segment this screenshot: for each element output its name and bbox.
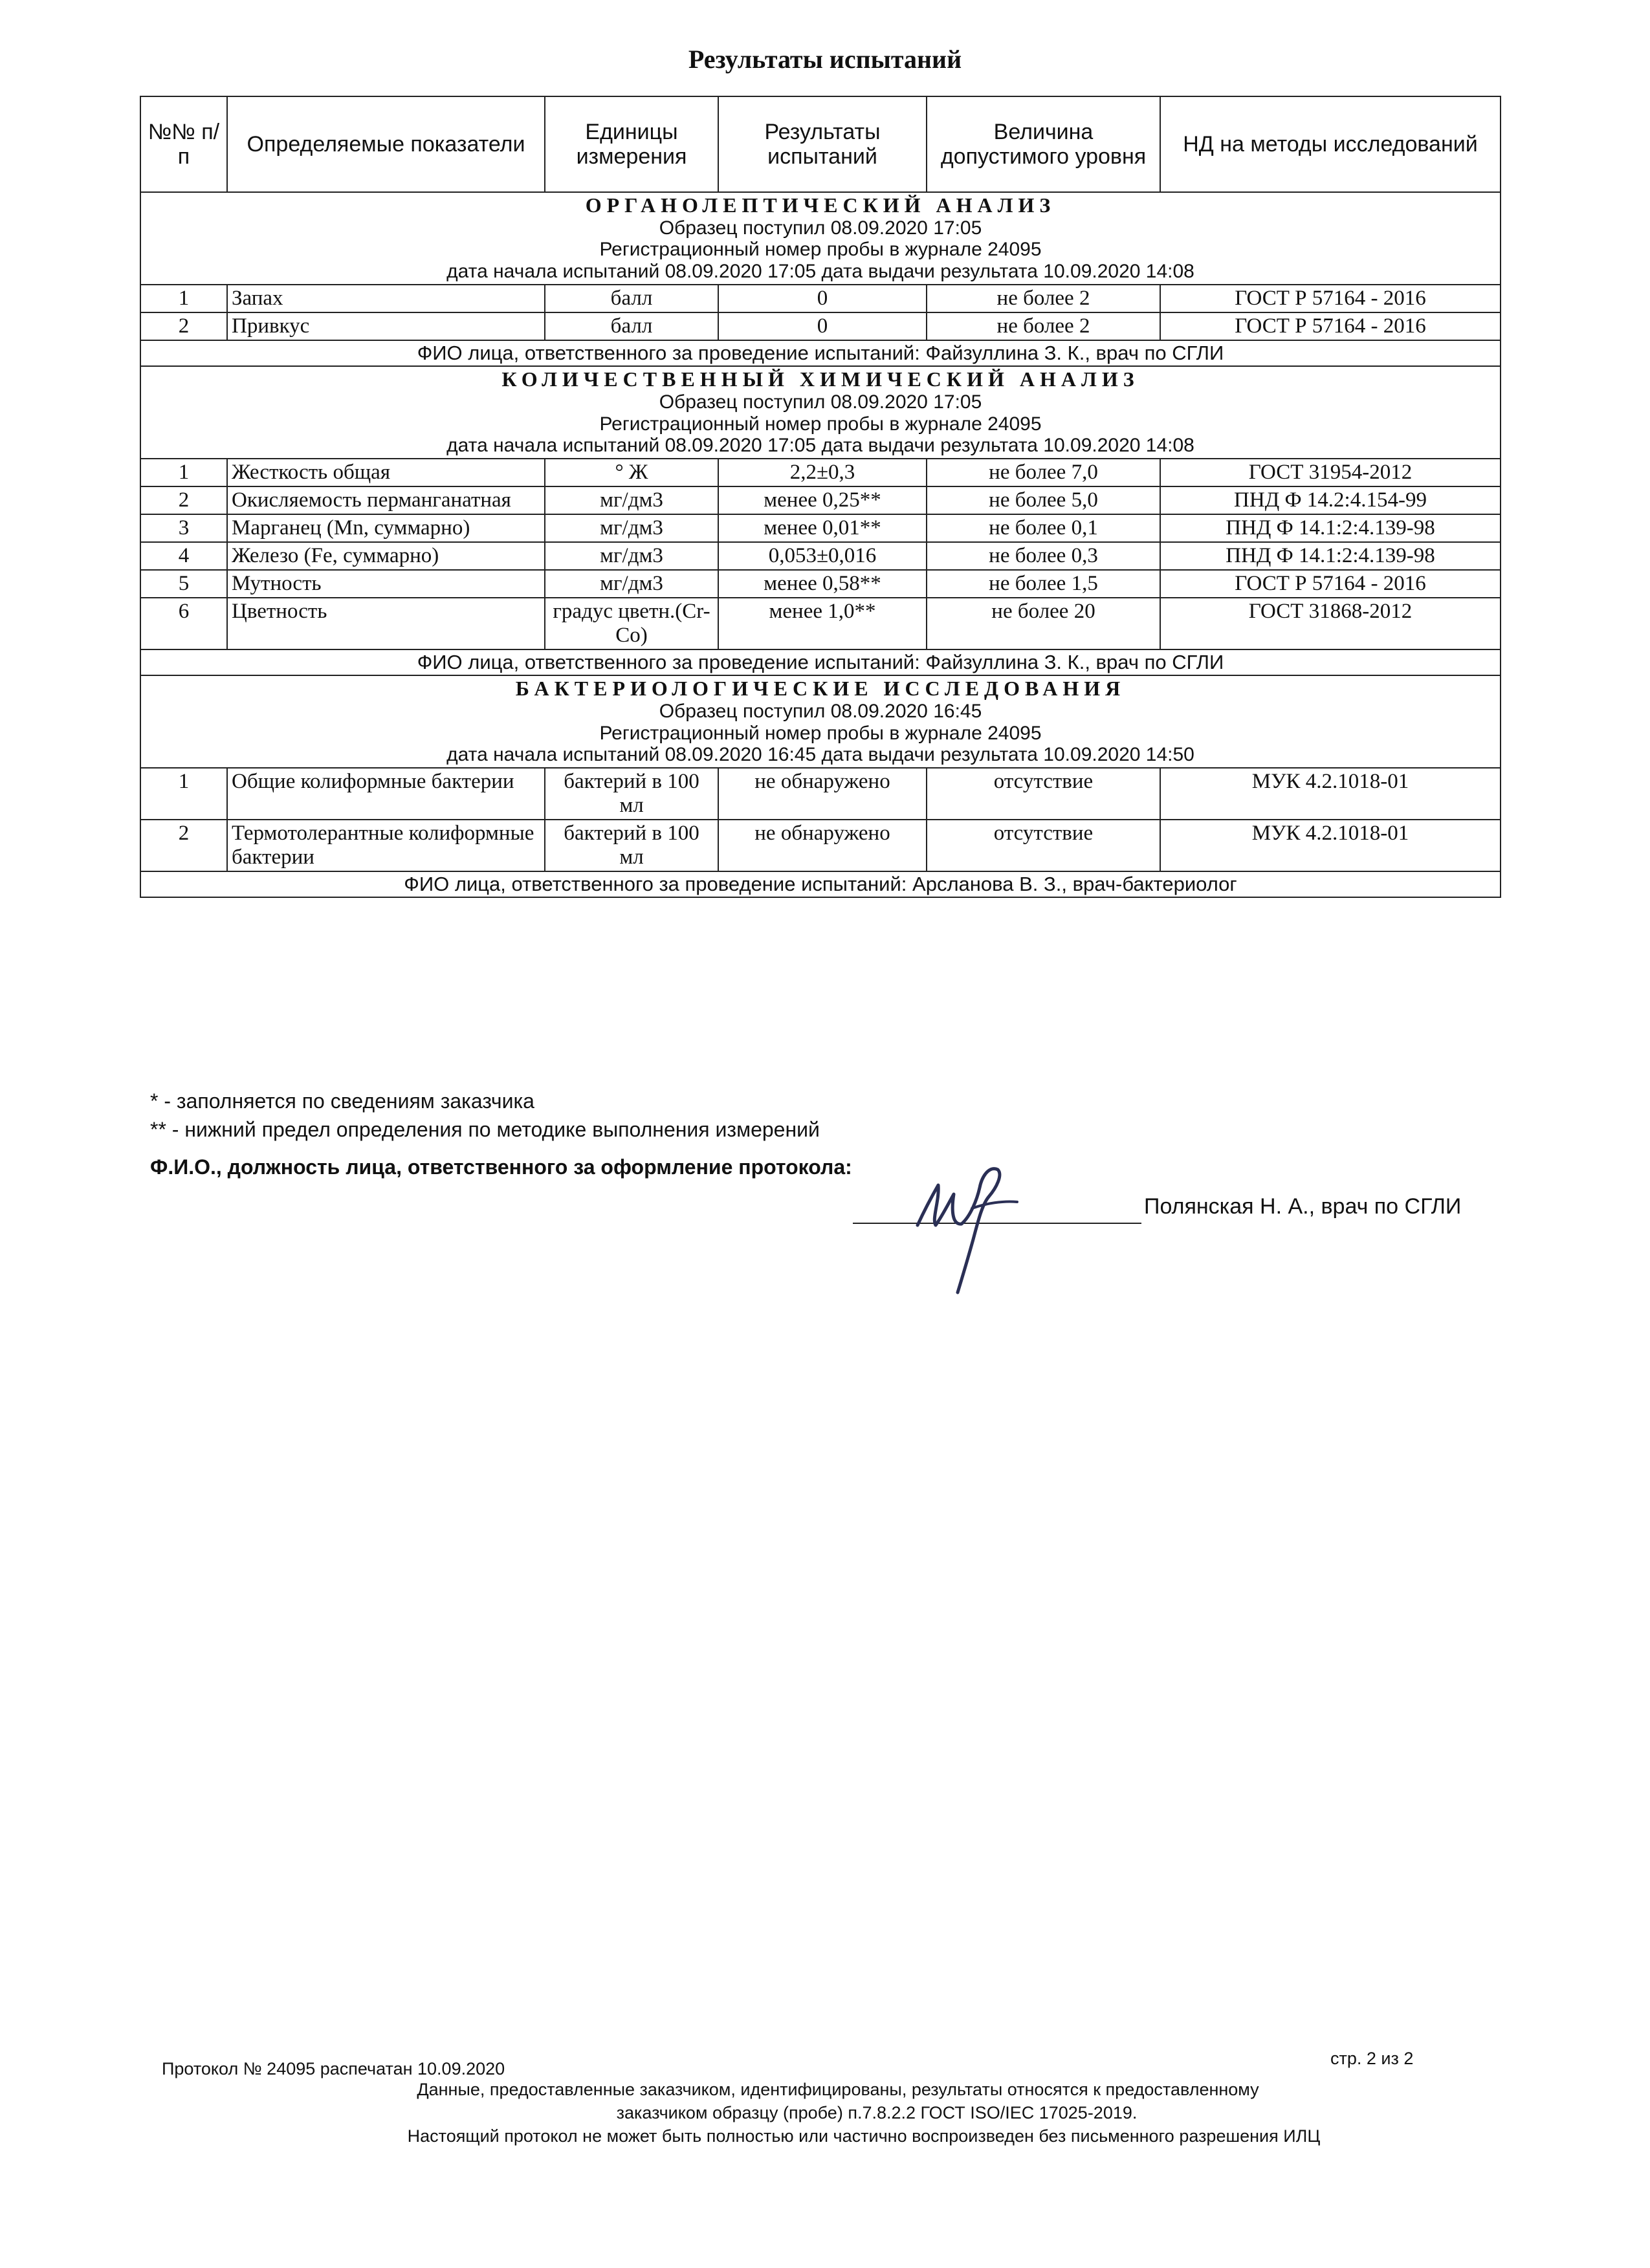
indicator-name: Общие колиформные бактерии xyxy=(227,768,545,820)
header-limit: Величина допустимого уровня xyxy=(927,96,1160,192)
row-number: 1 xyxy=(140,768,227,820)
unit-cell: мг/дм3 xyxy=(545,486,718,514)
limit-cell: не более 0,1 xyxy=(927,514,1160,542)
footer-line-3: Настоящий протокол не может быть полностью или частично воспроизведен без письменного разрешения ИЛЦ xyxy=(407,2126,1321,2146)
result-cell: 2,2±0,3 xyxy=(718,459,927,486)
result-cell: менее 0,58** xyxy=(718,570,927,598)
limit-cell: не более 2 xyxy=(927,312,1160,340)
footer-disclaimer xyxy=(0,2078,1650,2148)
indicator-name: Жесткость общая xyxy=(227,459,545,486)
table-row xyxy=(140,459,1501,486)
method-cell: МУК 4.2.1018-01 xyxy=(1160,768,1501,820)
row-number: 1 xyxy=(140,285,227,312)
header-results: Результаты испытаний xyxy=(718,96,927,192)
unit-cell: бактерий в 100 мл xyxy=(545,820,718,871)
method-cell: ГОСТ Р 57164 - 2016 xyxy=(1160,312,1501,340)
header-method: НД на методы исследований xyxy=(1160,96,1501,192)
row-number: 3 xyxy=(140,514,227,542)
section-header xyxy=(140,675,1501,768)
sample-received: Образец поступил 08.09.2020 17:05 xyxy=(659,391,982,413)
indicator-name: Запах xyxy=(227,285,545,312)
footer-line-2: заказчиком образцу (пробе) п.7.8.2.2 ГОСТ ISO/IEC 17025-2019. xyxy=(616,2103,1138,2122)
protocol-print-info: Протокол № 24095 распечатан 10.09.2020 xyxy=(162,2059,505,2078)
row-number: 5 xyxy=(140,570,227,598)
section-header xyxy=(140,192,1501,285)
responsible-row xyxy=(140,649,1501,676)
signer-name: Полянская Н. А., врач по СГЛИ xyxy=(1144,1194,1462,1219)
section-title: БАКТЕРИОЛОГИЧЕСКИЕ ИССЛЕДОВАНИЯ xyxy=(515,677,1126,701)
unit-cell: градус цветн.(Cr-Co) xyxy=(545,598,718,649)
method-cell: ГОСТ Р 57164 - 2016 xyxy=(1160,570,1501,598)
method-cell: МУК 4.2.1018-01 xyxy=(1160,820,1501,871)
section-header-row xyxy=(140,192,1501,285)
section-header xyxy=(140,366,1501,459)
row-number: 2 xyxy=(140,486,227,514)
method-cell: ГОСТ 31954-2012 xyxy=(1160,459,1501,486)
method-cell: ГОСТ 31868-2012 xyxy=(1160,598,1501,649)
indicator-name: Термотолерантные колиформные бактерии xyxy=(227,820,545,871)
signer-label: Ф.И.О., должность лица, ответственного за оформление протокола: xyxy=(150,1155,852,1179)
limit-cell: не более 5,0 xyxy=(927,486,1160,514)
table-row xyxy=(140,514,1501,542)
indicator-name: Железо (Fe, суммарно) xyxy=(227,542,545,570)
sample-received: Образец поступил 08.09.2020 16:45 xyxy=(659,701,982,723)
result-cell: не обнаружено xyxy=(718,820,927,871)
handwritten-signature xyxy=(899,1149,1042,1298)
unit-cell: бактерий в 100 мл xyxy=(545,768,718,820)
unit-cell: балл xyxy=(545,312,718,340)
table-row xyxy=(140,820,1501,871)
header-row xyxy=(140,96,1501,192)
section-title: КОЛИЧЕСТВЕННЫЙ ХИМИЧЕСКИЙ АНАЛИЗ xyxy=(501,367,1139,391)
document-title: Результаты испытаний xyxy=(688,45,962,74)
indicator-name: Окисляемость перманганатная xyxy=(227,486,545,514)
section-title: ОРГАНОЛЕПТИЧЕСКИЙ АНАЛИЗ xyxy=(585,193,1056,217)
table-row xyxy=(140,312,1501,340)
sample-received: Образец поступил 08.09.2020 17:05 xyxy=(659,217,982,239)
registration-number: Регистрационный номер пробы в журнале 24095 xyxy=(599,413,1042,435)
responsible-row xyxy=(140,871,1501,898)
result-cell: менее 0,25** xyxy=(718,486,927,514)
test-dates: дата начала испытаний 08.09.2020 17:05 дата выдачи результата 10.09.2020 14:08 xyxy=(446,435,1194,457)
registration-number: Регистрационный номер пробы в журнале 24095 xyxy=(599,722,1042,744)
row-number: 4 xyxy=(140,542,227,570)
row-number: 1 xyxy=(140,459,227,486)
test-dates: дата начала испытаний 08.09.2020 17:05 дата выдачи результата 10.09.2020 14:08 xyxy=(446,261,1194,283)
row-number: 2 xyxy=(140,312,227,340)
unit-cell: мг/дм3 xyxy=(545,542,718,570)
table-row xyxy=(140,768,1501,820)
header-units: Единицы измерения xyxy=(545,96,718,192)
indicator-name: Мутность xyxy=(227,570,545,598)
footer-line-1: Данные, предоставленные заказчиком, идентифицированы, результаты относятся к предоставленному xyxy=(417,2080,1259,2099)
method-cell: ГОСТ Р 57164 - 2016 xyxy=(1160,285,1501,312)
result-cell: 0,053±0,016 xyxy=(718,542,927,570)
limit-cell: не более 2 xyxy=(927,285,1160,312)
limit-cell: отсутствие xyxy=(927,768,1160,820)
responsible-person: ФИО лица, ответственного за проведение испытаний: Арсланова В. З., врач-бактериолог xyxy=(140,871,1501,898)
limit-cell: не более 7,0 xyxy=(927,459,1160,486)
result-cell: не обнаружено xyxy=(718,768,927,820)
table-row xyxy=(140,542,1501,570)
section-header-row xyxy=(140,675,1501,768)
table-row xyxy=(140,598,1501,649)
limit-cell: не более 0,3 xyxy=(927,542,1160,570)
unit-cell: мг/дм3 xyxy=(545,570,718,598)
result-cell: менее 0,01** xyxy=(718,514,927,542)
section-header-row xyxy=(140,366,1501,459)
table-row xyxy=(140,486,1501,514)
footnotes xyxy=(150,1087,820,1144)
results-table xyxy=(140,96,1501,898)
table-row xyxy=(140,570,1501,598)
responsible-person: ФИО лица, ответственного за проведение испытаний: Файзуллина З. К., врач по СГЛИ xyxy=(140,340,1501,367)
responsible-row xyxy=(140,340,1501,367)
registration-number: Регистрационный номер пробы в журнале 24095 xyxy=(599,239,1042,261)
method-cell: ПНД Ф 14.1:2:4.139-98 xyxy=(1160,514,1501,542)
header-num: №№ п/п xyxy=(140,96,227,192)
test-dates: дата начала испытаний 08.09.2020 16:45 дата выдачи результата 10.09.2020 14:50 xyxy=(446,744,1194,766)
limit-cell: отсутствие xyxy=(927,820,1160,871)
header-indicator: Определяемые показатели xyxy=(227,96,545,192)
page-number: стр. 2 из 2 xyxy=(1330,2049,1414,2068)
unit-cell: мг/дм3 xyxy=(545,514,718,542)
footnote-1: * - заполняется по сведениям заказчика xyxy=(150,1089,534,1113)
result-cell: менее 1,0** xyxy=(718,598,927,649)
indicator-name: Цветность xyxy=(227,598,545,649)
result-cell: 0 xyxy=(718,312,927,340)
method-cell: ПНД Ф 14.1:2:4.139-98 xyxy=(1160,542,1501,570)
unit-cell: балл xyxy=(545,285,718,312)
footnote-2: ** - нижний предел определения по методике выполнения измерений xyxy=(150,1118,820,1141)
limit-cell: не более 1,5 xyxy=(927,570,1160,598)
unit-cell: ° Ж xyxy=(545,459,718,486)
result-cell: 0 xyxy=(718,285,927,312)
method-cell: ПНД Ф 14.2:4.154-99 xyxy=(1160,486,1501,514)
table-row xyxy=(140,285,1501,312)
row-number: 6 xyxy=(140,598,227,649)
row-number: 2 xyxy=(140,820,227,871)
indicator-name: Привкус xyxy=(227,312,545,340)
responsible-person: ФИО лица, ответственного за проведение испытаний: Файзуллина З. К., врач по СГЛИ xyxy=(140,649,1501,676)
limit-cell: не более 20 xyxy=(927,598,1160,649)
indicator-name: Марганец (Mn, суммарно) xyxy=(227,514,545,542)
